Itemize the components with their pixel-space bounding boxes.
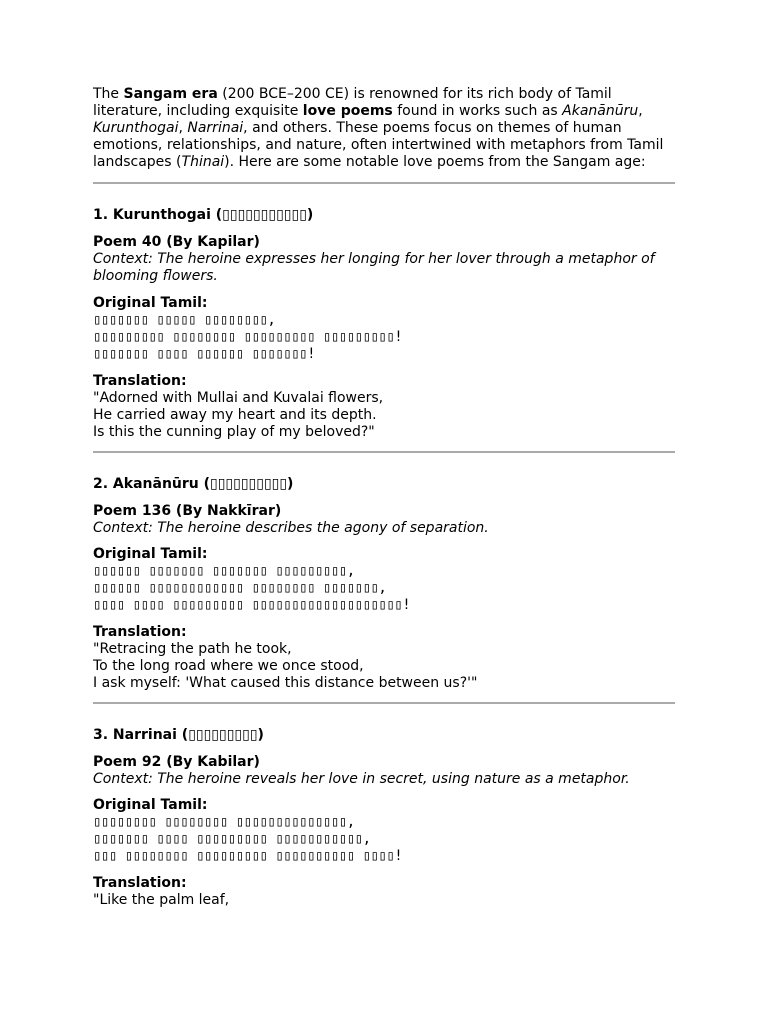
tamil-line: ▯▯▯▯▯▯▯▯ ▯▯▯▯▯▯▯▯ ▯▯▯▯▯▯▯▯▯▯▯▯▯▯, [93,814,355,830]
translation-line: "Like the palm leaf, [93,892,230,908]
tamil-line: ▯▯▯▯ ▯▯▯▯ ▯▯▯▯▯▯▯▯▯ ▯▯▯▯▯▯▯▯▯▯▯▯▯▯▯▯▯▯▯! [93,597,411,613]
translation-line: "Adorned with Mullai and Kuvalai flowers, [93,390,384,406]
translation-line: "Retracing the path he took, [93,641,292,657]
poem-context: Context: The heroine reveals her love in secret, using nature as a metaphor. [93,771,630,787]
poem-context: Context: The heroine expresses her longing for her lover through a metaphor of blooming flowers. [93,251,655,284]
poem-title: Poem 92 (By Kabilar) [93,754,260,770]
tamil-line: ▯▯▯ ▯▯▯▯▯▯▯▯ ▯▯▯▯▯▯▯▯▯ ▯▯▯▯▯▯▯▯▯▯ ▯▯▯▯! [93,848,403,864]
intro-paragraph: The Sangam era (200 BCE–200 CE) is renowned for its rich body of Tamil literature, including exquisite love poems found in works such as Akanānūru, Kurunthogai, Narrinai, and others. These poems focus on themes of human emotions, relationships, and nature, often intertwined with metaphors from Tamil landscapes (Thinai). Here are some notable love poems from the Sangam age: [93,86,664,170]
section-narrinai [93,727,675,909]
translation-line: To the long road where we once stood, [93,658,364,674]
translation-label: Translation: [93,373,187,389]
translation-line: Is this the cunning play of my beloved?" [93,424,375,440]
poem-title: Poem 136 (By Nakkīrar) [93,503,282,519]
original-tamil-label: Original Tamil: [93,797,208,813]
section-divider [93,182,675,184]
tamil-line: ▯▯▯▯▯▯▯▯▯ ▯▯▯▯▯▯▯▯ ▯▯▯▯▯▯▯▯▯ ▯▯▯▯▯▯▯▯▯! [93,329,403,345]
translation-line: I ask myself: 'What caused this distance between us?'" [93,675,478,691]
original-tamil-label: Original Tamil: [93,295,208,311]
translation-line: He carried away my heart and its depth. [93,407,377,423]
tamil-line: ▯▯▯▯▯▯ ▯▯▯▯▯▯▯ ▯▯▯▯▯▯▯ ▯▯▯▯▯▯▯▯▯, [93,563,355,579]
tamil-line: ▯▯▯▯▯▯▯ ▯▯▯▯▯ ▯▯▯▯▯▯▯▯, [93,312,276,328]
original-tamil-label: Original Tamil: [93,546,208,562]
section-title: 3. Narrinai (▯▯▯▯▯▯▯▯▯) [93,727,264,743]
section-akananuru [93,476,675,692]
section-divider [93,702,675,704]
section-title: 1. Kurunthogai (▯▯▯▯▯▯▯▯▯▯▯) [93,207,314,223]
tamil-line: ▯▯▯▯▯▯ ▯▯▯▯▯▯▯▯▯▯▯▯ ▯▯▯▯▯▯▯▯ ▯▯▯▯▯▯▯, [93,580,387,596]
poem-context: Context: The heroine describes the agony of separation. [93,520,489,536]
document-page [93,86,675,909]
tamil-line: ▯▯▯▯▯▯▯ ▯▯▯▯ ▯▯▯▯▯▯▯▯▯ ▯▯▯▯▯▯▯▯▯▯▯, [93,831,371,847]
poem-title: Poem 40 (By Kapilar) [93,234,260,250]
section-kurunthogai [93,207,675,441]
section-divider [93,451,675,453]
translation-label: Translation: [93,875,187,891]
section-title: 2. Akanānūru (▯▯▯▯▯▯▯▯▯▯) [93,476,294,492]
tamil-line: ▯▯▯▯▯▯▯ ▯▯▯▯ ▯▯▯▯▯▯ ▯▯▯▯▯▯▯! [93,346,316,362]
translation-label: Translation: [93,624,187,640]
